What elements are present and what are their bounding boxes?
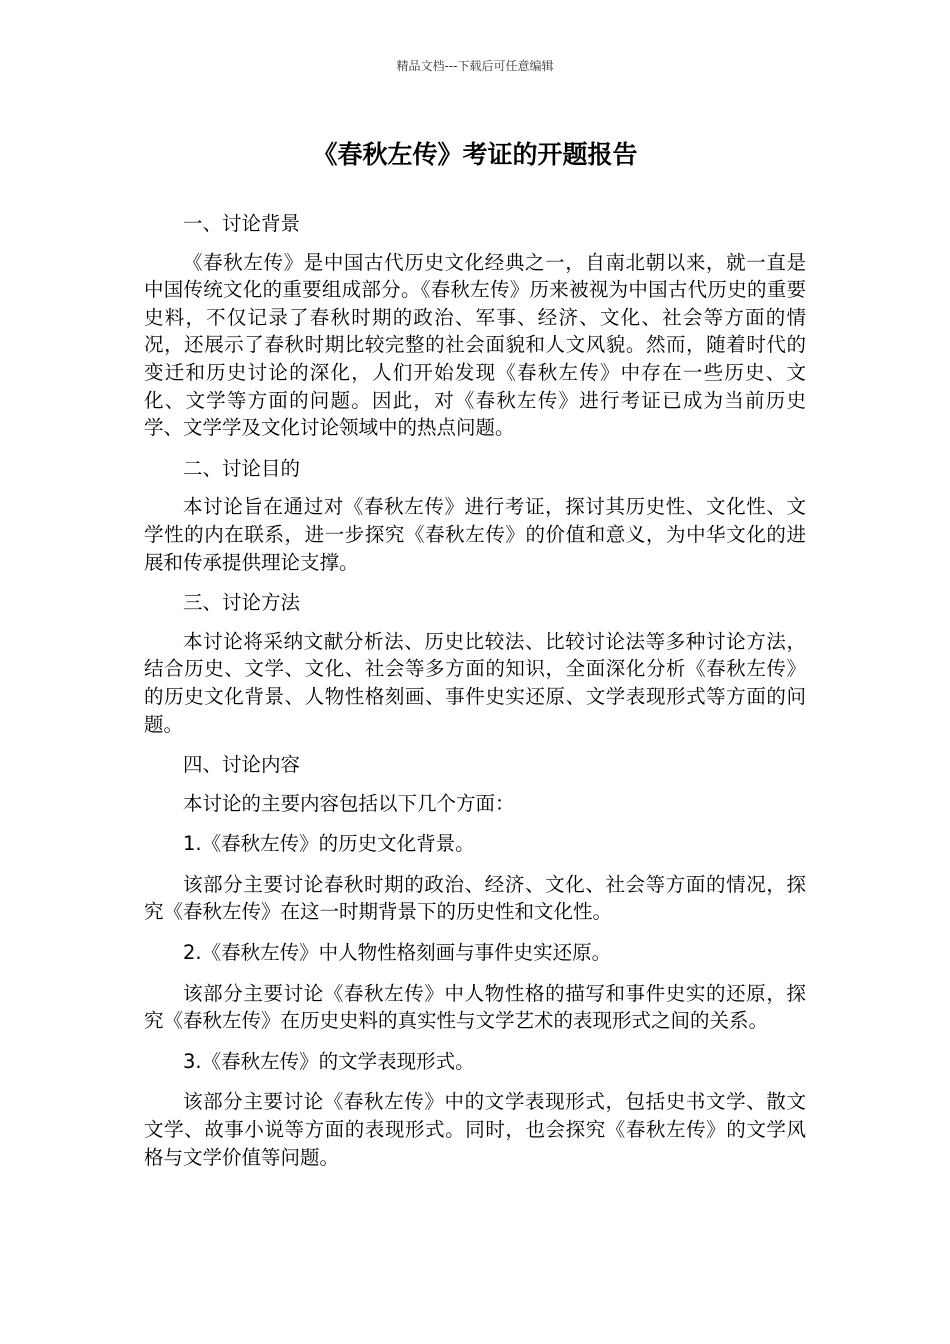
- document-body: [144, 210, 806, 1184]
- paragraph: 该部分主要讨论《春秋左传》中的文学表现形式，包括史书文学、散文文学、故事小说等方面的表现形式。同时，也会探究《春秋左传》的文学风格与文学价值等问题。: [144, 1090, 806, 1169]
- list-item-heading: 2.《春秋左传》中人物性格刻画与事件史实还原。: [183, 941, 612, 965]
- paragraph: 本讨论旨在通过对《春秋左传》进行考证，探讨其历史性、文化性、文学性的内在联系，进一步探究《春秋左传》的价值和意义，为中华文化的进展和传承提供理论支撑。: [144, 495, 806, 574]
- section-heading: 一、讨论背景: [183, 212, 301, 235]
- document-title: 《春秋左传》考证的开题报告: [312, 140, 638, 169]
- paragraph: 本讨论的主要内容包括以下几个方面：: [183, 791, 515, 815]
- list-item-heading: 3.《春秋左传》的文学表现形式。: [183, 1049, 475, 1073]
- paragraph: 本讨论将采纳文献分析法、历史比较法、比较讨论法等多种讨论方法，结合历史、文学、文化、社会等多方面的知识，全面深化分析《春秋左传》的历史文化背景、人物性格刻画、事件史实还原、文学表现形式等方面的问题。: [144, 629, 806, 736]
- paragraph: 该部分主要讨论《春秋左传》中人物性格的描写和事件史实的还原，探究《春秋左传》在历史史料的真实性与文学艺术的表现形式之间的关系。: [144, 981, 806, 1033]
- list-item-heading: 1.《春秋左传》的历史文化背景。: [183, 832, 475, 856]
- section-heading: 四、讨论内容: [183, 753, 301, 777]
- header-watermark: 精品文档---下载后可任意编辑: [396, 59, 554, 73]
- section-heading: 三、讨论方法: [183, 591, 301, 615]
- paragraph: 该部分主要讨论春秋时期的政治、经济、文化、社会等方面的情况，探究《春秋左传》在这一时期背景下的历史性和文化性。: [144, 872, 806, 924]
- section-heading: 二、讨论目的: [183, 456, 301, 480]
- paragraph: 《春秋左传》是中国古代历史文化经典之一，自南北朝以来，就一直是中国传统文化的重要组成部分。《春秋左传》历来被视为中国古代历史的重要史料，不仅记录了春秋时期的政治、军事、经济、文化、社会等方面的情况，还展示了春秋时期比较完整的社会面貌和人文风貌。然而，随着时代的变迁和历史讨论的深化，人们开始发现《春秋左传》中存在一些历史、文化、文学等方面的问题。因此，对《春秋左传》进行考证已成为当前历史学、文学学及文化讨论领域中的热点问题。: [144, 250, 806, 440]
